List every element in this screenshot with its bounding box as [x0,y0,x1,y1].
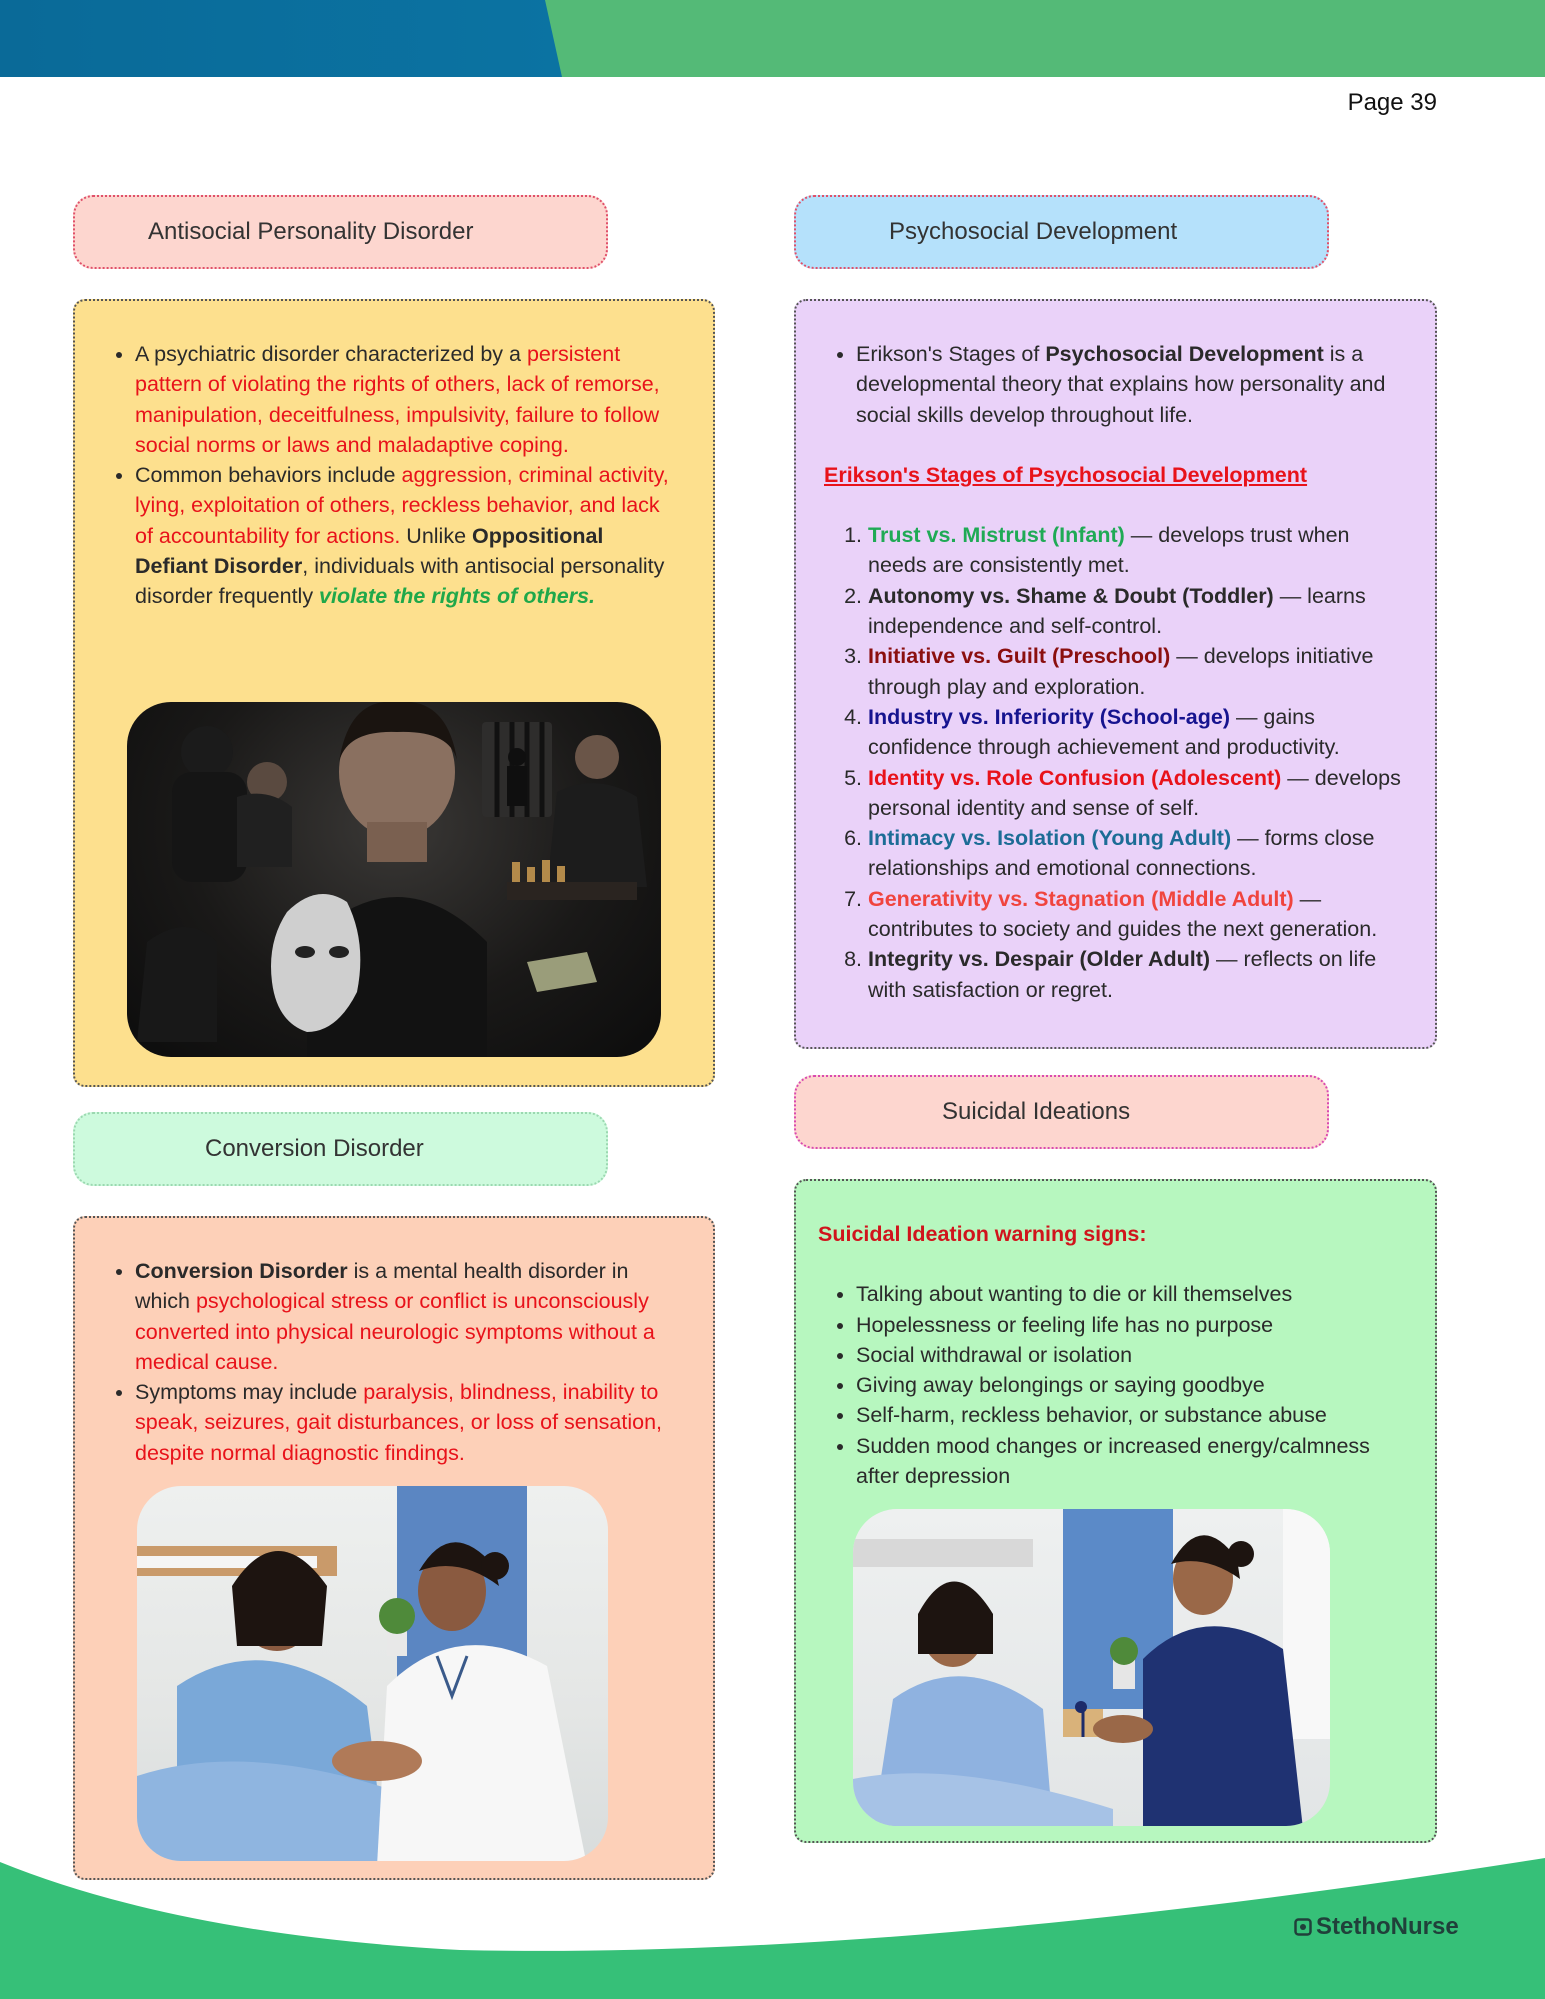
psychosocial-title-pill [794,195,1329,269]
warning-sign-item: • Giving away belongings or saying goodbye [856,1370,1413,1400]
suicidal-photo [853,1509,1330,1826]
erikson-stages-heading: Erikson's Stages of Psychosocial Development [824,462,1308,487]
erikson-stages-list [830,520,1401,1005]
suicidal-title: Suicidal Ideations [942,1098,1131,1125]
page-number: Page 39 [1347,89,1437,116]
psychosocial-card [794,299,1437,1049]
conversion-title: Conversion Disorder [205,1135,424,1162]
erikson-stage-item: 5. Identity vs. Role Confusion (Adolescent) — develops personal identity and sense of self. [868,763,1401,824]
erikson-stage-item: 2. Autonomy vs. Shame & Doubt (Toddler) — learns independence and self-control. [868,581,1401,642]
erikson-stage-item: 4. Industry vs. Inferiority (School-age) — gains confidence through achievement and productivity. [868,702,1401,763]
list-item: • A psychiatric disorder characterized by a persistent pattern of violating the rights of others, lack of remorse, manipulation, deceitfulness, impulsivity, failure to follow social norms or laws and maladaptive coping. [135,339,679,460]
psychosocial-bullets [830,339,1401,430]
erikson-stage-item: 1. Trust vs. Mistrust (Infant) — develops trust when needs are consistently met. [868,520,1401,581]
erikson-stage-item: 7. Generativity vs. Stagnation (Middle Adult) — contributes to society and guides the next generation. [868,884,1401,945]
warning-sign-item: • Social withdrawal or isolation [856,1340,1413,1370]
list-item: • Symptoms may include paralysis, blindness, inability to speak, seizures, gait disturbances, or loss of sensation, despite normal diagnostic findings. [135,1377,679,1468]
header-band-blue [0,0,562,77]
antisocial-bullets [109,339,679,612]
conversion-photo [137,1486,608,1861]
brand-name: StethoNurse [1316,1913,1459,1940]
erikson-stage-item: 3. Initiative vs. Guilt (Preschool) — develops initiative through play and exploration. [868,641,1401,702]
conversion-title-pill [73,1112,608,1186]
psychosocial-title: Psychosocial Development [889,218,1178,245]
suicidal-title-pill [794,1075,1329,1149]
warning-signs-list [818,1279,1413,1491]
list-item: • Erikson's Stages of Psychosocial Development is a developmental theory that explains how personality and social skills develop throughout life. [856,339,1401,430]
warning-signs-heading: Suicidal Ideation warning signs: [818,1222,1147,1246]
conversion-bullets [109,1256,679,1468]
gift-exchange-icon [853,1509,1330,1826]
list-item: • Conversion Disorder is a mental health disorder in which psychological stress or conflict is unconsciously converted into physical neurologic symptoms without a medical cause. [135,1256,679,1377]
brand-logo [1294,1913,1459,1941]
antisocial-title: Antisocial Personality Disorder [148,218,474,245]
nurse-patient-icon [137,1486,608,1861]
antisocial-title-pill [73,195,608,269]
warning-sign-item: • Hopelessness or feeling life has no purpose [856,1310,1413,1340]
list-item: • Common behaviors include aggression, criminal activity, lying, exploitation of others, reckless behavior, and lack of accountability for actions. Unlike Oppositional Defiant Disorder, individuals with antisocial personality disorder frequently violate the rights of others. [135,460,679,611]
warning-sign-item: • Talking about wanting to die or kill themselves [856,1279,1413,1309]
erikson-stage-item: 8. Integrity vs. Despair (Older Adult) — reflects on life with satisfaction or regret. [868,944,1401,1005]
erikson-stage-item: 6. Intimacy vs. Isolation (Young Adult) — forms close relationships and emotional connections. [868,823,1401,884]
warning-sign-item: • Self-harm, reckless behavior, or substance abuse [856,1400,1413,1430]
antisocial-illustration [127,702,661,1057]
stethoscope-logo-icon [1294,1918,1312,1936]
warning-sign-item: • Sudden mood changes or increased energy/calmness after depression [856,1431,1413,1492]
masked-man-icon [127,702,661,1057]
